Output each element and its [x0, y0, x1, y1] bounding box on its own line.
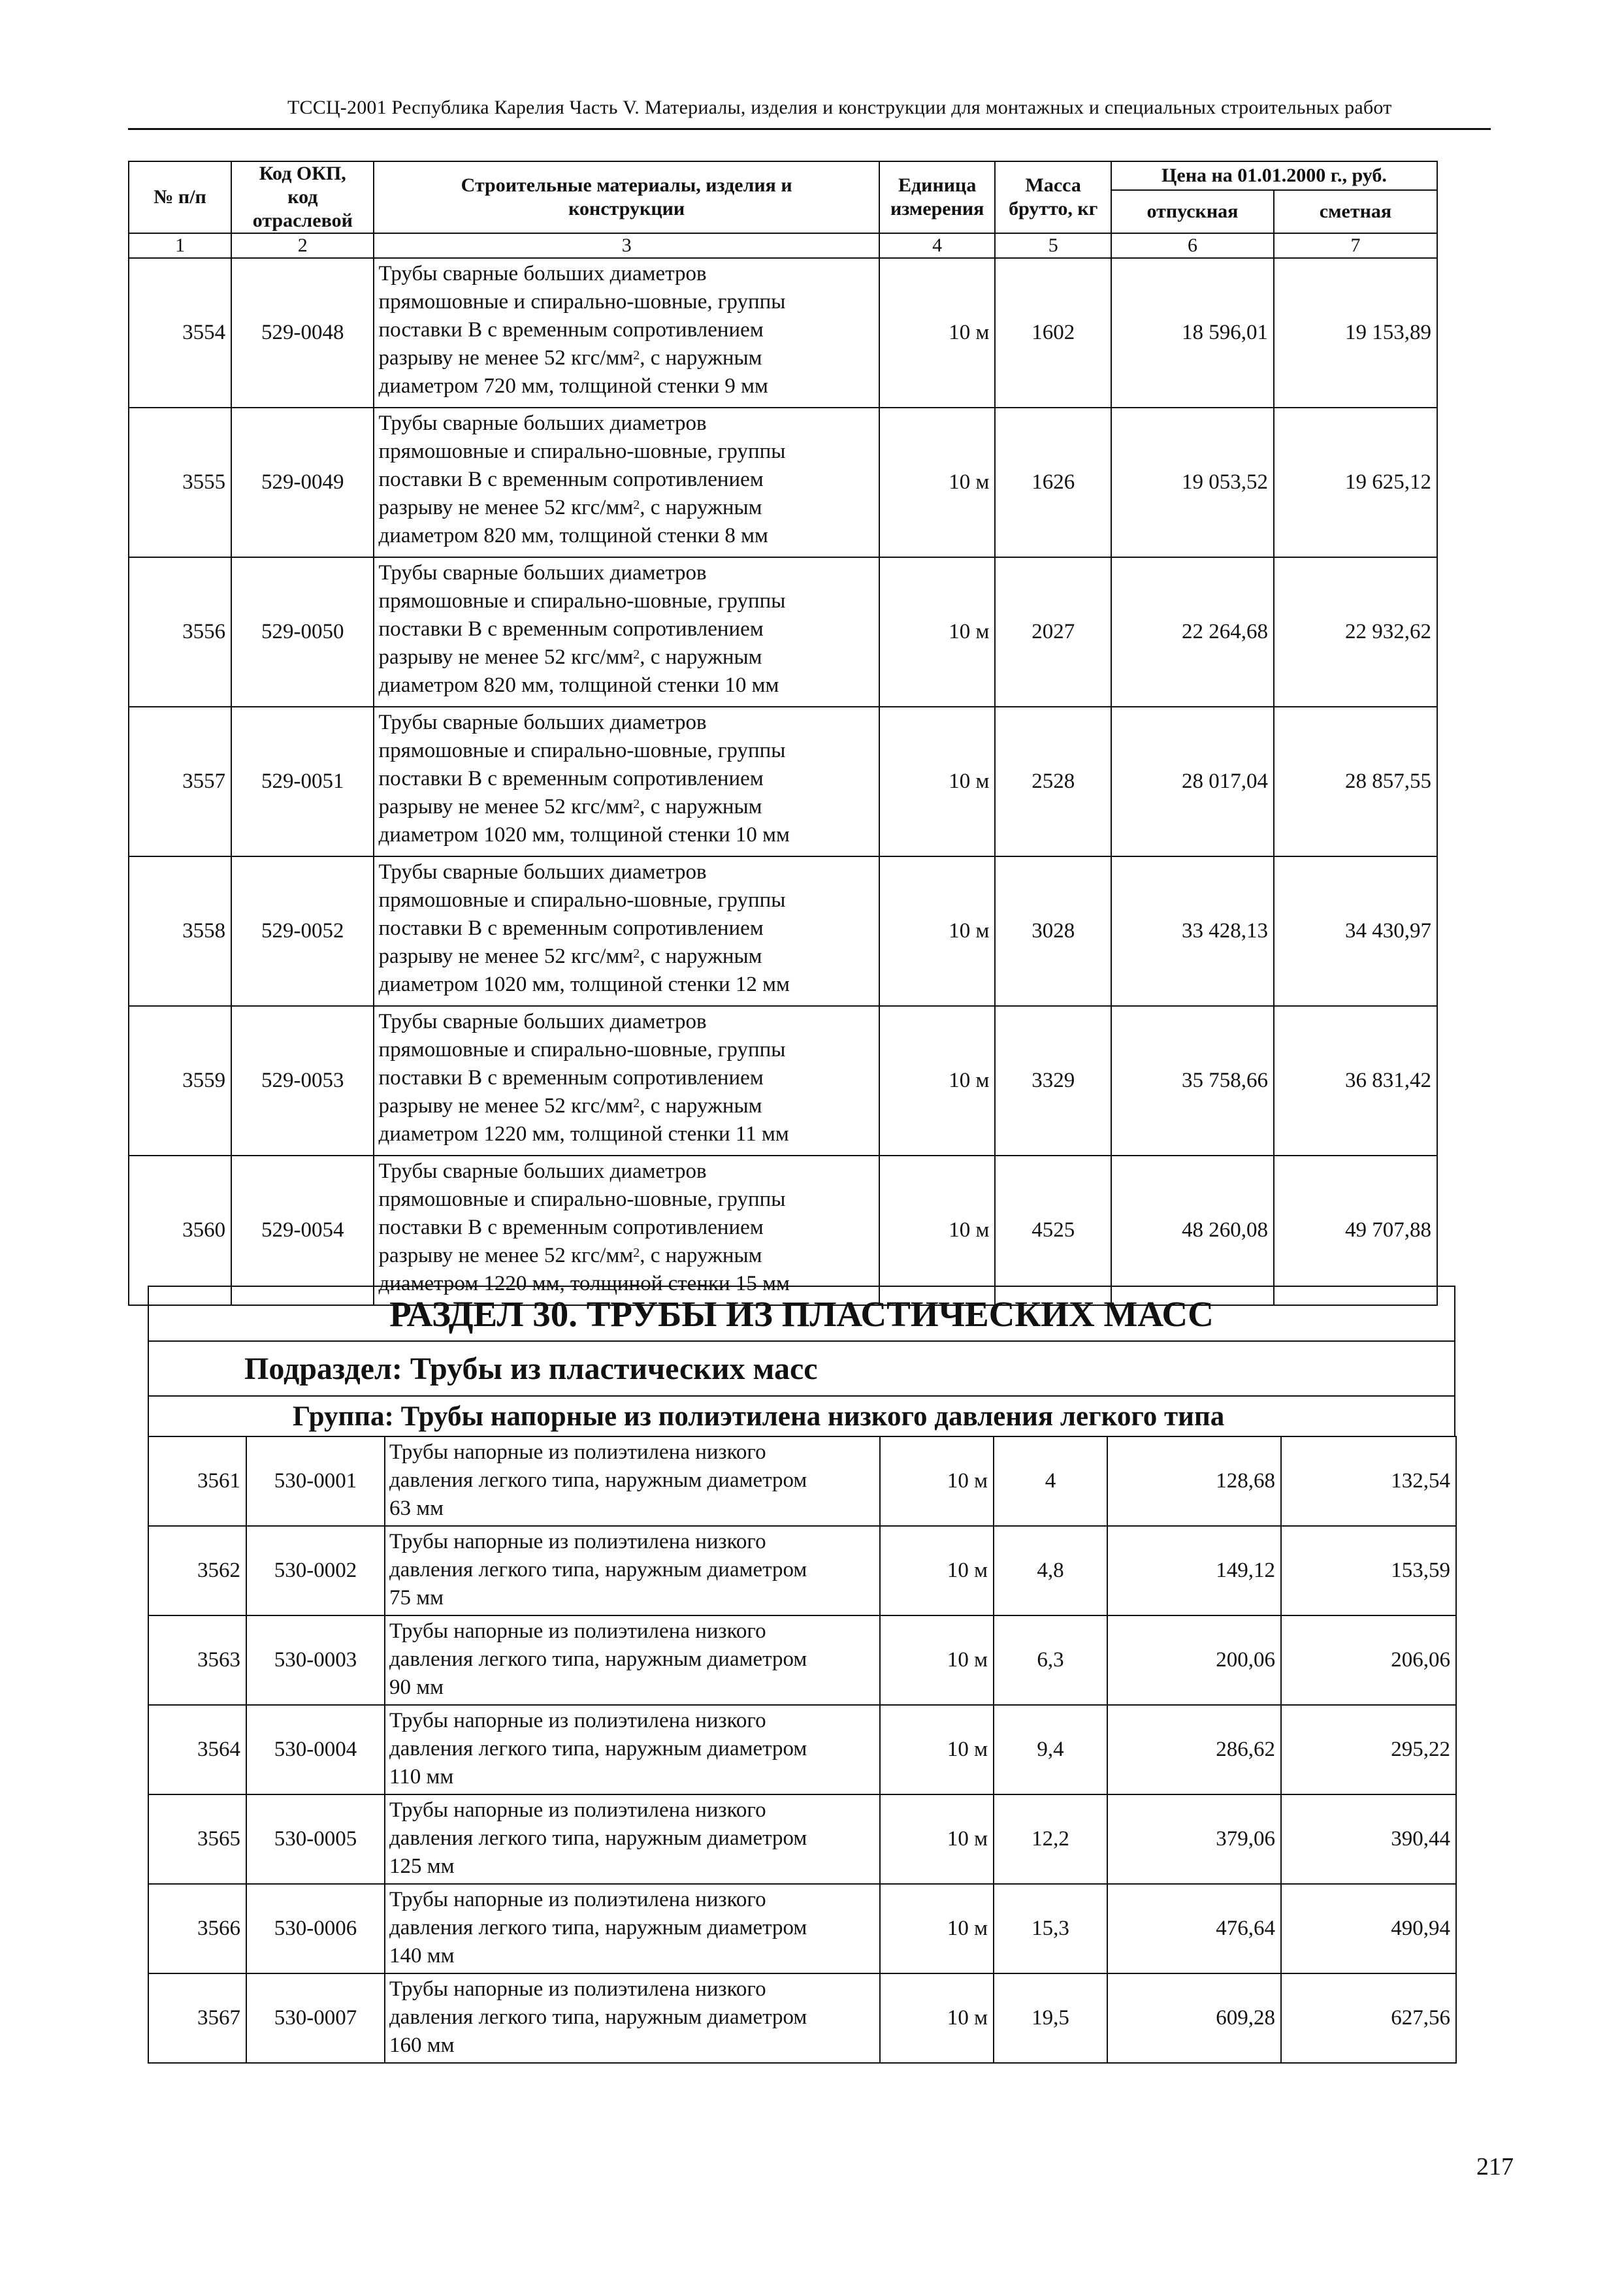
- row-release-price: 33 428,13: [1111, 856, 1274, 1006]
- description-line: давления легкого типа, наружным диаметром: [389, 1737, 807, 1760]
- row-estimate-price: 153,59: [1281, 1526, 1456, 1615]
- section-title: РАЗДЕЛ 30. ТРУБЫ ИЗ ПЛАСТИЧЕСКИХ МАСС: [148, 1286, 1455, 1342]
- col-header-price: Цена на 01.01.2000 г., руб.: [1111, 161, 1437, 190]
- description-text: , с наружным: [640, 496, 762, 519]
- description-line: диаметром 720 мм, толщиной стенки 9 мм: [378, 374, 768, 398]
- row-description: [374, 707, 879, 856]
- row-release-price: 128,68: [1107, 1436, 1281, 1526]
- description-text: , с наружным: [640, 945, 762, 968]
- row-estimate-price: 34 430,97: [1274, 856, 1437, 1006]
- description-line: поставки В с временным сопротивлением: [378, 468, 764, 491]
- row-unit: 10 м: [879, 856, 996, 1006]
- superscript: 2: [633, 498, 640, 512]
- row-mass: 2528: [995, 707, 1111, 856]
- row-description: [385, 1884, 880, 1973]
- table-row: [129, 1156, 1437, 1305]
- row-code: 530-0001: [246, 1436, 385, 1526]
- welded-pipes-rows: [129, 258, 1437, 1305]
- row-number: 3560: [129, 1156, 231, 1305]
- col-header-estimate-price: сметная: [1274, 190, 1437, 233]
- description-line: давления легкого типа, наружным диаметром: [389, 1558, 807, 1581]
- row-estimate-price: 295,22: [1281, 1705, 1456, 1794]
- row-unit: 10 м: [879, 408, 996, 557]
- description-line: диаметром 1020 мм, толщиной стенки 10 мм: [378, 823, 790, 847]
- description-line: 90 мм: [389, 1676, 444, 1699]
- description-line: [378, 1242, 874, 1270]
- col-number-7: 7: [1274, 233, 1437, 258]
- row-code: 529-0050: [231, 557, 374, 707]
- row-code: 530-0002: [246, 1526, 385, 1615]
- row-release-price: 22 264,68: [1111, 557, 1274, 707]
- description-text: , с наружным: [640, 645, 762, 669]
- row-estimate-price: 28 857,55: [1274, 707, 1437, 856]
- col-header-code-line2: код: [287, 186, 318, 208]
- row-number: 3554: [129, 258, 231, 408]
- description-line: Трубы напорные из полиэтилена низкого: [389, 1440, 766, 1464]
- col-number-4: 4: [879, 233, 996, 258]
- table-row: [148, 1526, 1456, 1615]
- row-description: [385, 1973, 880, 2063]
- row-number: 3555: [129, 408, 231, 557]
- row-number: 3566: [148, 1884, 246, 1973]
- description-line: [378, 1092, 874, 1120]
- page-number: 217: [1476, 2153, 1514, 2181]
- col-number-3: 3: [374, 233, 879, 258]
- description-line: 160 мм: [389, 2034, 455, 2057]
- description-line: диаметром 820 мм, толщиной стенки 8 мм: [378, 524, 768, 547]
- col-header-unit-line1: Единица: [898, 174, 977, 196]
- row-mass: 9,4: [994, 1705, 1107, 1794]
- row-estimate-price: 19 153,89: [1274, 258, 1437, 408]
- description-line: давления легкого типа, наружным диаметром: [389, 1916, 807, 1939]
- row-code: 529-0054: [231, 1156, 374, 1305]
- description-line: 75 мм: [389, 1586, 444, 1610]
- row-unit: 10 м: [879, 557, 996, 707]
- row-release-price: 286,62: [1107, 1705, 1281, 1794]
- price-table-plastic-pipes: [148, 1436, 1457, 2064]
- row-release-price: 48 260,08: [1111, 1156, 1274, 1305]
- description-line: [378, 643, 874, 672]
- row-unit: 10 м: [879, 1006, 996, 1156]
- row-unit: 10 м: [880, 1526, 994, 1615]
- col-header-unit: [879, 161, 996, 233]
- row-release-price: 476,64: [1107, 1884, 1281, 1973]
- row-code: 530-0003: [246, 1615, 385, 1705]
- description-line: [378, 793, 874, 821]
- row-estimate-price: 22 932,62: [1274, 557, 1437, 707]
- row-mass: 12,2: [994, 1794, 1107, 1884]
- row-description: [385, 1794, 880, 1884]
- description-line: 110 мм: [389, 1765, 454, 1789]
- superscript: 2: [633, 947, 640, 961]
- table-row: [148, 1884, 1456, 1973]
- col-header-material-line2: конструкции: [568, 198, 685, 219]
- description-line: Трубы напорные из полиэтилена низкого: [389, 1530, 766, 1553]
- description-text: разрыву не менее 52 кгс/мм: [378, 346, 634, 370]
- description-line: диаметром 1220 мм, толщиной стенки 11 мм: [378, 1122, 789, 1146]
- subsection-label: Подраздел: Трубы из пластических масс: [244, 1352, 818, 1386]
- row-estimate-price: 49 707,88: [1274, 1156, 1437, 1305]
- row-unit: 10 м: [880, 1615, 994, 1705]
- description-line: 140 мм: [389, 1944, 455, 1968]
- row-description: [385, 1615, 880, 1705]
- description-line: 125 мм: [389, 1855, 455, 1878]
- row-release-price: 200,06: [1107, 1615, 1281, 1705]
- row-description: [385, 1705, 880, 1794]
- description-line: Трубы сварные больших диаметров: [378, 711, 707, 734]
- row-mass: 19,5: [994, 1973, 1107, 2063]
- group-title: [148, 1395, 1455, 1437]
- row-description: [374, 258, 879, 408]
- description-line: давления легкого типа, наружным диаметром: [389, 1826, 807, 1850]
- row-number: 3557: [129, 707, 231, 856]
- row-mass: 1602: [995, 258, 1111, 408]
- col-header-material: [374, 161, 879, 233]
- subsection-title: [148, 1340, 1455, 1397]
- description-line: Трубы напорные из полиэтилена низкого: [389, 1977, 766, 2001]
- description-line: поставки В с временным сопротивлением: [378, 1216, 764, 1239]
- col-header-mass-line2: брутто, кг: [1009, 198, 1098, 219]
- description-text: разрыву не менее 52 кгс/мм: [378, 1094, 634, 1118]
- table-row: [148, 1615, 1456, 1705]
- col-header-material-line1: Строительные материалы, изделия и: [461, 174, 792, 196]
- plastic-pipes-rows: [148, 1436, 1456, 2063]
- col-header-mass: [995, 161, 1111, 233]
- row-estimate-price: 390,44: [1281, 1794, 1456, 1884]
- description-text: разрыву не менее 52 кгс/мм: [378, 1244, 634, 1267]
- description-line: диаметром 820 мм, толщиной стенки 10 мм: [378, 673, 779, 697]
- description-line: прямошовные и спирально-шовные, группы: [378, 888, 786, 912]
- description-line: Трубы сварные больших диаметров: [378, 860, 707, 884]
- description-line: [378, 344, 874, 372]
- row-description: [374, 408, 879, 557]
- description-line: Трубы напорные из полиэтилена низкого: [389, 1709, 766, 1732]
- row-code: 529-0049: [231, 408, 374, 557]
- row-mass: 3329: [995, 1006, 1111, 1156]
- row-mass: 3028: [995, 856, 1111, 1006]
- row-code: 529-0052: [231, 856, 374, 1006]
- row-number: 3562: [148, 1526, 246, 1615]
- description-text: разрыву не менее 52 кгс/мм: [378, 645, 634, 669]
- row-mass: 4: [994, 1436, 1107, 1526]
- row-mass: 2027: [995, 557, 1111, 707]
- row-number: 3556: [129, 557, 231, 707]
- row-estimate-price: 132,54: [1281, 1436, 1456, 1526]
- description-line: поставки В с временным сопротивлением: [378, 767, 764, 790]
- col-header-code: [231, 161, 374, 233]
- description-text: , с наружным: [640, 346, 762, 370]
- row-mass: 4525: [995, 1156, 1111, 1305]
- description-line: диаметром 1020 мм, толщиной стенки 12 мм: [378, 973, 790, 996]
- row-unit: 10 м: [880, 1794, 994, 1884]
- col-header-code-line3: отраслевой: [252, 210, 353, 231]
- row-release-price: 149,12: [1107, 1526, 1281, 1615]
- row-number: 3563: [148, 1615, 246, 1705]
- col-number-2: 2: [231, 233, 374, 258]
- row-unit: 10 м: [879, 1156, 996, 1305]
- description-line: [378, 943, 874, 971]
- description-line: прямошовные и спирально-шовные, группы: [378, 1188, 786, 1211]
- col-header-release-price: отпускная: [1111, 190, 1274, 233]
- description-line: поставки В с временным сопротивлением: [378, 916, 764, 940]
- row-code: 530-0005: [246, 1794, 385, 1884]
- row-estimate-price: 36 831,42: [1274, 1006, 1437, 1156]
- row-code: 529-0053: [231, 1006, 374, 1156]
- description-text: разрыву не менее 52 кгс/мм: [378, 496, 634, 519]
- row-number: 3565: [148, 1794, 246, 1884]
- description-line: Трубы сварные больших диаметров: [378, 412, 707, 435]
- row-unit: 10 м: [879, 707, 996, 856]
- description-line: Трубы напорные из полиэтилена низкого: [389, 1888, 766, 1911]
- col-header-code-line1: Код ОКП,: [259, 163, 346, 184]
- row-number: 3564: [148, 1705, 246, 1794]
- table-row: [148, 1705, 1456, 1794]
- table-row: [129, 258, 1437, 408]
- row-mass: 4,8: [994, 1526, 1107, 1615]
- row-release-price: 18 596,01: [1111, 258, 1274, 408]
- row-number: 3567: [148, 1973, 246, 2063]
- col-header-mass-line1: Масса: [1025, 174, 1081, 196]
- description-line: [378, 494, 874, 522]
- description-line: прямошовные и спирально-шовные, группы: [378, 290, 786, 314]
- row-mass: 15,3: [994, 1884, 1107, 1973]
- row-description: [385, 1526, 880, 1615]
- description-line: поставки В с временным сопротивлением: [378, 617, 764, 641]
- superscript: 2: [633, 797, 640, 811]
- row-description: [374, 856, 879, 1006]
- table-row: [129, 1006, 1437, 1156]
- description-line: Трубы напорные из полиэтилена низкого: [389, 1619, 766, 1643]
- row-estimate-price: 206,06: [1281, 1615, 1456, 1705]
- description-line: давления легкого типа, наружным диаметром: [389, 1647, 807, 1671]
- row-description: [374, 1006, 879, 1156]
- running-header: ТССЦ-2001 Республика Карелия Часть V. Материалы, изделия и конструкции для монтажных и специальных строительных работ: [287, 97, 1392, 118]
- description-line: 63 мм: [389, 1497, 444, 1520]
- table-row: [129, 557, 1437, 707]
- row-release-price: 19 053,52: [1111, 408, 1274, 557]
- row-description: [385, 1436, 880, 1526]
- row-unit: 10 м: [880, 1436, 994, 1526]
- row-mass: 6,3: [994, 1615, 1107, 1705]
- col-header-unit-line2: измерения: [890, 198, 984, 219]
- description-text: разрыву не менее 52 кгс/мм: [378, 795, 634, 819]
- row-release-price: 35 758,66: [1111, 1006, 1274, 1156]
- description-line: прямошовные и спирально-шовные, группы: [378, 739, 786, 762]
- description-text: , с наружным: [640, 1094, 762, 1118]
- description-line: Трубы сварные больших диаметров: [378, 262, 707, 285]
- col-number-1: 1: [129, 233, 231, 258]
- row-release-price: 609,28: [1107, 1973, 1281, 2063]
- price-table-welded-pipes: [128, 161, 1438, 1306]
- table-row: [148, 1794, 1456, 1884]
- superscript: 2: [633, 1096, 640, 1111]
- description-line: прямошовные и спирально-шовные, группы: [378, 589, 786, 613]
- group-label: Группа: Трубы напорные из полиэтилена низкого давления легкого типа: [293, 1401, 1225, 1432]
- header-rule: [128, 128, 1491, 130]
- description-line: прямошовные и спирально-шовные, группы: [378, 1038, 786, 1062]
- row-release-price: 379,06: [1107, 1794, 1281, 1884]
- superscript: 2: [633, 647, 640, 662]
- description-line: Трубы сварные больших диаметров: [378, 561, 707, 585]
- col-number-6: 6: [1111, 233, 1274, 258]
- row-estimate-price: 627,56: [1281, 1973, 1456, 2063]
- row-number: 3559: [129, 1006, 231, 1156]
- row-code: 529-0051: [231, 707, 374, 856]
- col-number-5: 5: [995, 233, 1111, 258]
- description-line: Трубы сварные больших диаметров: [378, 1159, 707, 1183]
- description-line: Трубы напорные из полиэтилена низкого: [389, 1798, 766, 1822]
- row-code: 530-0004: [246, 1705, 385, 1794]
- row-release-price: 28 017,04: [1111, 707, 1274, 856]
- description-line: давления легкого типа, наружным диаметром: [389, 2005, 807, 2029]
- row-number: 3561: [148, 1436, 246, 1526]
- description-line: поставки В с временным сопротивлением: [378, 318, 764, 342]
- row-unit: 10 м: [880, 1884, 994, 1973]
- table-row: [148, 1436, 1456, 1526]
- row-code: 530-0006: [246, 1884, 385, 1973]
- row-description: [374, 1156, 879, 1305]
- description-line: диаметром 1220 мм, толщиной стенки 15 мм: [378, 1272, 790, 1295]
- superscript: 2: [633, 348, 640, 363]
- row-description: [374, 557, 879, 707]
- description-text: разрыву не менее 52 кгс/мм: [378, 945, 634, 968]
- description-line: давления легкого типа, наружным диаметром: [389, 1468, 807, 1492]
- row-mass: 1626: [995, 408, 1111, 557]
- table-row: [129, 856, 1437, 1006]
- row-estimate-price: 19 625,12: [1274, 408, 1437, 557]
- superscript: 2: [633, 1246, 640, 1260]
- col-header-num: № п/п: [129, 161, 231, 233]
- description-text: , с наружным: [640, 1244, 762, 1267]
- row-unit: 10 м: [880, 1973, 994, 2063]
- row-code: 530-0007: [246, 1973, 385, 2063]
- table-row: [129, 408, 1437, 557]
- row-unit: 10 м: [879, 258, 996, 408]
- row-code: 529-0048: [231, 258, 374, 408]
- description-line: Трубы сварные больших диаметров: [378, 1010, 707, 1033]
- description-line: прямошовные и спирально-шовные, группы: [378, 440, 786, 463]
- table-row: [129, 707, 1437, 856]
- description-text: , с наружным: [640, 795, 762, 819]
- row-estimate-price: 490,94: [1281, 1884, 1456, 1973]
- row-number: 3558: [129, 856, 231, 1006]
- table-row: [148, 1973, 1456, 2063]
- description-line: поставки В с временным сопротивлением: [378, 1066, 764, 1090]
- row-unit: 10 м: [880, 1705, 994, 1794]
